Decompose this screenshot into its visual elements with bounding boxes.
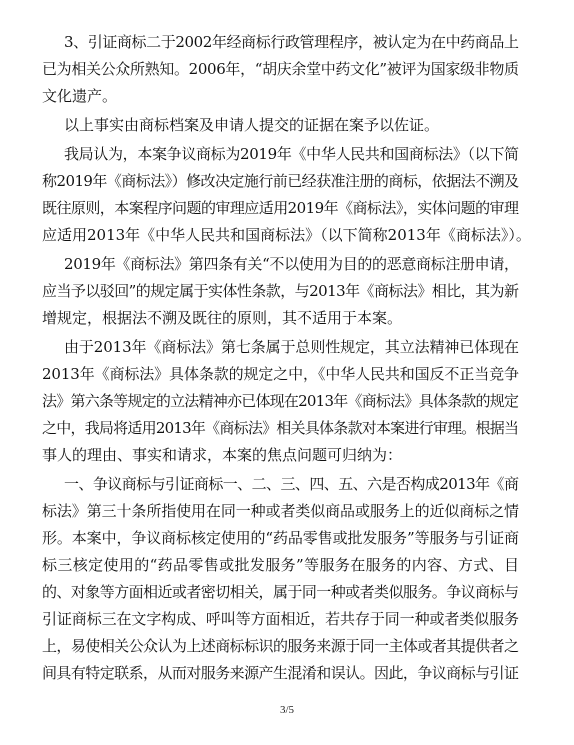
text-line: 标法》第三十条所指使用在同一种或者类似商品或服务上的近似商标之情 xyxy=(42,502,519,520)
text-line: 上，易使相关公众认为上述商标标识的服务来源于同一主体或者其提供者之 xyxy=(42,637,519,655)
text-line: 2013年《商标法》具体条款的规定之中，《中华人民共和国反不正当竞争 xyxy=(42,365,519,383)
text-line: 之中，我局将适用2013年《商标法》相关具体条款对本案进行审理。根据当 xyxy=(42,419,519,437)
text-line: 引证商标三在文字构成、呼叫等方面相近，若共存于同一种或者类似服务 xyxy=(42,610,519,628)
text-line: 已为相关公众所熟知。2006年，“胡庆余堂中药文化”被评为国家级非物质 xyxy=(42,60,519,78)
text-line: 形。本案中，争议商标核定使用的“药品零售或批发服务”等服务与引证商 xyxy=(42,529,519,547)
text-line: 法》第六条等规定的立法精神亦已体现在2013年《商标法》具体条款的规定 xyxy=(42,392,519,410)
text-line: 文化遗产。 xyxy=(42,87,118,105)
text-line: 的、对象等方面相近或者密切相关，属于同一种或者类似服务。争议商标与 xyxy=(42,583,519,601)
text-line: 我局认为，本案争议商标为2019年《中华人民共和国商标法》（以下简 xyxy=(64,145,519,163)
text-line: 事人的理由、事实和请求，本案的焦点问题可归纳为： xyxy=(42,446,403,464)
text-line: 以上事实由商标档案及申请人提交的证据在案予以佐证。 xyxy=(64,116,440,134)
text-line: 既往原则，本案程序问题的审理应适用2019年《商标法》，实体问题的审理 xyxy=(42,199,519,217)
text-line: 应适用2013年《中华人民共和国商标法》（以下简称2013年《商标法》）。 xyxy=(42,226,531,244)
text-line: 称2019年《商标法》）修改决定施行前已经获准注册的商标，依据法不溯及 xyxy=(42,172,519,190)
text-line: 标三核定使用的“药品零售或批发服务”等服务在服务的内容、方式、目 xyxy=(42,556,520,574)
text-line: 增规定，根据法不溯及既往的原则，其不适用于本案。 xyxy=(42,309,403,327)
text-line: 间具有特定联系，从而对服务来源产生混淆和误认。因此，争议商标与引证 xyxy=(42,664,519,682)
text-line: 3、引证商标二于2002年经商标行政管理程序，被认定为在中药商品上 xyxy=(64,33,519,51)
page-number: 3/5 xyxy=(279,704,295,716)
text-line: 2019年《商标法》第四条有关“不以使用为目的的恶意商标注册申请， xyxy=(64,255,519,273)
text-line: 应当予以驳回”的规定属于实体性条款，与2013年《商标法》相比，其为新 xyxy=(42,282,519,300)
text-line: 由于2013年《商标法》第七条属于总则性规定，其立法精神已体现在 xyxy=(64,338,519,356)
text-line: 一、争议商标与引证商标一、二、三、四、五、六是否构成2013年《商 xyxy=(64,475,519,493)
